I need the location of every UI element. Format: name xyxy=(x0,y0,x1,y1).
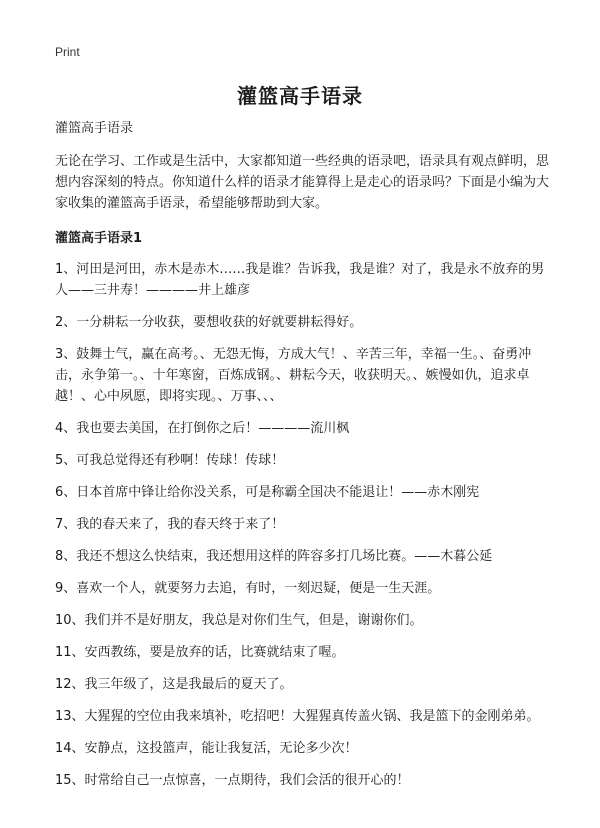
section-heading: 灌篮高手语录1 xyxy=(55,231,143,246)
print-link[interactable]: Print xyxy=(55,45,80,59)
quote-item: 11、安西教练，要是放弃的话，比赛就结束了喔。 xyxy=(55,645,345,660)
quote-item: 5、可我总觉得还有秒啊！传球！传球！ xyxy=(55,453,285,468)
quote-item: 10、我们并不是好朋友，我总是对你们生气，但是，谢谢你们。 xyxy=(55,613,423,628)
article-subtitle: 灌篮高手语录 xyxy=(55,121,134,136)
quote-item: 7、我的春天来了，我的春天终于来了！ xyxy=(55,517,285,532)
quote-item: 1、河田是河田，赤木是赤木……我是谁？告诉我，我是谁？对了，我是永不放弃的男人——三井寿！————井上雄彦 xyxy=(55,262,545,298)
quote-item: 15、时常给自己一点惊喜，一点期待，我们会活的很开心的！ xyxy=(55,773,410,788)
quote-item: 8、我还不想这么快结束，我还想用这样的阵容多打几场比赛。——木暮公延 xyxy=(55,549,493,564)
quote-item: 9、喜欢一个人，就要努力去追，有时，一刻迟疑，便是一生天涯。 xyxy=(55,581,441,596)
intro-paragraph: 无论在学习、工作或是生活中，大家都知道一些经典的语录吧，语录具有观点鲜明，思想内容深刻的特点。你知道什么样的语录才能算得上是走心的语录吗？下面是小编为大家收集的灌篮高手语录，希望能够帮助到大家。 xyxy=(55,154,550,211)
article-body xyxy=(55,118,555,802)
quote-item: 2、一分耕耘一分收获，要想收获的好就要耕耘得好。 xyxy=(55,315,363,330)
quote-item: 3、鼓舞士气，赢在高考。、无怨无悔，方成大气！、辛苦三年，幸福一生。、奋勇冲击，永争第一。、十年寒窗，百炼成钢。、耕耘今天，收获明天。、嫉慢如仇，追求卓越！、心中夙愿，即将实现。、万事、、、 xyxy=(55,347,532,404)
quote-item: 13、大猩猩的空位由我来填补，吃招吧！大猩猩真传盖火锅、我是篮下的金刚弟弟。 xyxy=(55,709,540,724)
quote-item: 6、日本首席中锋让给你没关系，可是称霸全国决不能退让！——赤木刚宪 xyxy=(55,485,480,500)
page-title: 灌篮高手语录 xyxy=(237,84,363,108)
quote-item: 12、我三年级了，这是我最后的夏天了。 xyxy=(55,677,293,692)
quote-item: 4、我也要去美国，在打倒你之后！————流川枫 xyxy=(55,421,350,436)
quote-item: 14、安静点，这投篮声，能让我复活，无论多少次！ xyxy=(55,741,358,756)
